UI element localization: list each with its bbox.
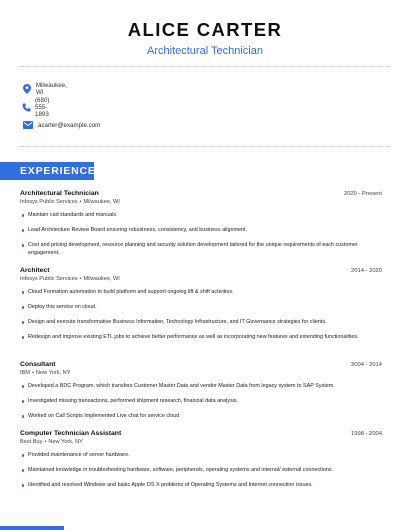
job-title: Architectural Technician: [20, 190, 99, 197]
job-entry: [20, 361, 382, 420]
job-dates: 2020 - Present: [343, 191, 382, 197]
job-company: Infosys Public Services: [20, 276, 78, 282]
job-dates: 1998 - 2004: [351, 431, 382, 437]
job-company: IBM: [20, 370, 30, 376]
job-bullet: Identified and resolved Windows and basic Apple OS X problems of Operating Systems and Internet connection issues.: [20, 481, 382, 489]
job-location: Milwaukee, WI: [83, 199, 120, 205]
next-section-bar: [0, 526, 64, 530]
mail-icon: [22, 119, 34, 131]
job-bullet: Developed a BDC Program, which transfers Customer Master Data and vendor Master Data from legacy system to SAP System.: [20, 382, 382, 390]
candidate-title: Architectural Technician: [147, 45, 263, 57]
job-bullet: Cloud Formation automation to build platform and support ongoing lift & shift activities.: [20, 288, 382, 296]
location-pin-icon: [22, 83, 32, 95]
separator-dot: •: [44, 439, 47, 445]
job-bullet: Redesign and improve existing ETL jobs to achieve better performance as well as incorporating new features and extending functionalities.: [20, 333, 382, 341]
job-bullet: Design and execute transformative Business Information, Technology Infrastructure, and IT Governance strategies for clients.: [20, 318, 382, 326]
job-bullet: Provided maintenance of server hardware.: [20, 451, 382, 459]
job-bullet: Worked on Call Scripts Implemented Live chat for service cloud: [20, 412, 382, 420]
job-dates: 2004 - 2014: [351, 362, 382, 368]
phone-icon: [22, 101, 31, 113]
job-location: New York, NY: [35, 370, 71, 376]
section-heading-experience: EXPERIENCE: [0, 162, 94, 180]
contact-location: [20, 80, 69, 98]
job-title: Architect: [20, 267, 50, 274]
job-dates: 2014 - 2020: [351, 268, 382, 274]
candidate-name: ALICE CARTER: [127, 19, 283, 40]
job-bullet: Lead Architecture Review Board ensuring robustness, consistency, and business alignment.: [20, 226, 382, 234]
contact-phone: [20, 98, 52, 116]
separator-dot: •: [79, 199, 82, 205]
separator-dot: •: [31, 370, 34, 376]
divider: [20, 146, 390, 147]
job-bullet: Maintain cad standards and manuals.: [20, 211, 382, 219]
job-bullet: Cost and pricing development, resource planning and security solution development tailored for the unique requirements of each customer engagement.: [20, 241, 382, 257]
resume-header: [0, 0, 410, 58]
job-entry: [20, 430, 382, 489]
job-location: Milwaukee, WI: [83, 276, 120, 282]
job-location: New York, NY: [48, 439, 83, 445]
job-bullet: Deploy this service on cloud.: [20, 303, 382, 311]
job-bullet: Maintained knowledge in troubleshooting hardware, software, peripherals, operating systems and internal/ external connections.: [20, 466, 382, 474]
job-entry: [20, 190, 382, 257]
contact-email: [20, 116, 100, 134]
job-company: Best Buy: [20, 439, 43, 445]
divider: [20, 66, 390, 67]
job-title: Computer Technician Assistant: [20, 430, 122, 437]
job-company-line: [20, 370, 382, 376]
job-company-line: [20, 199, 382, 205]
email-text: acarter@example.com: [38, 121, 101, 129]
location-text: Milwaukee, WI: [35, 82, 67, 96]
job-entry: [20, 267, 382, 341]
separator-dot: •: [79, 276, 82, 282]
job-bullet: Investigated missing transactions, performed shipment research, financial data analysis.: [20, 397, 382, 405]
job-title: Consultant: [20, 361, 56, 368]
job-company-line: [20, 276, 382, 282]
job-company-line: [20, 439, 382, 445]
phone-text: (680) 555-1893: [35, 96, 50, 118]
job-company: Infosys Public Services: [20, 199, 78, 205]
